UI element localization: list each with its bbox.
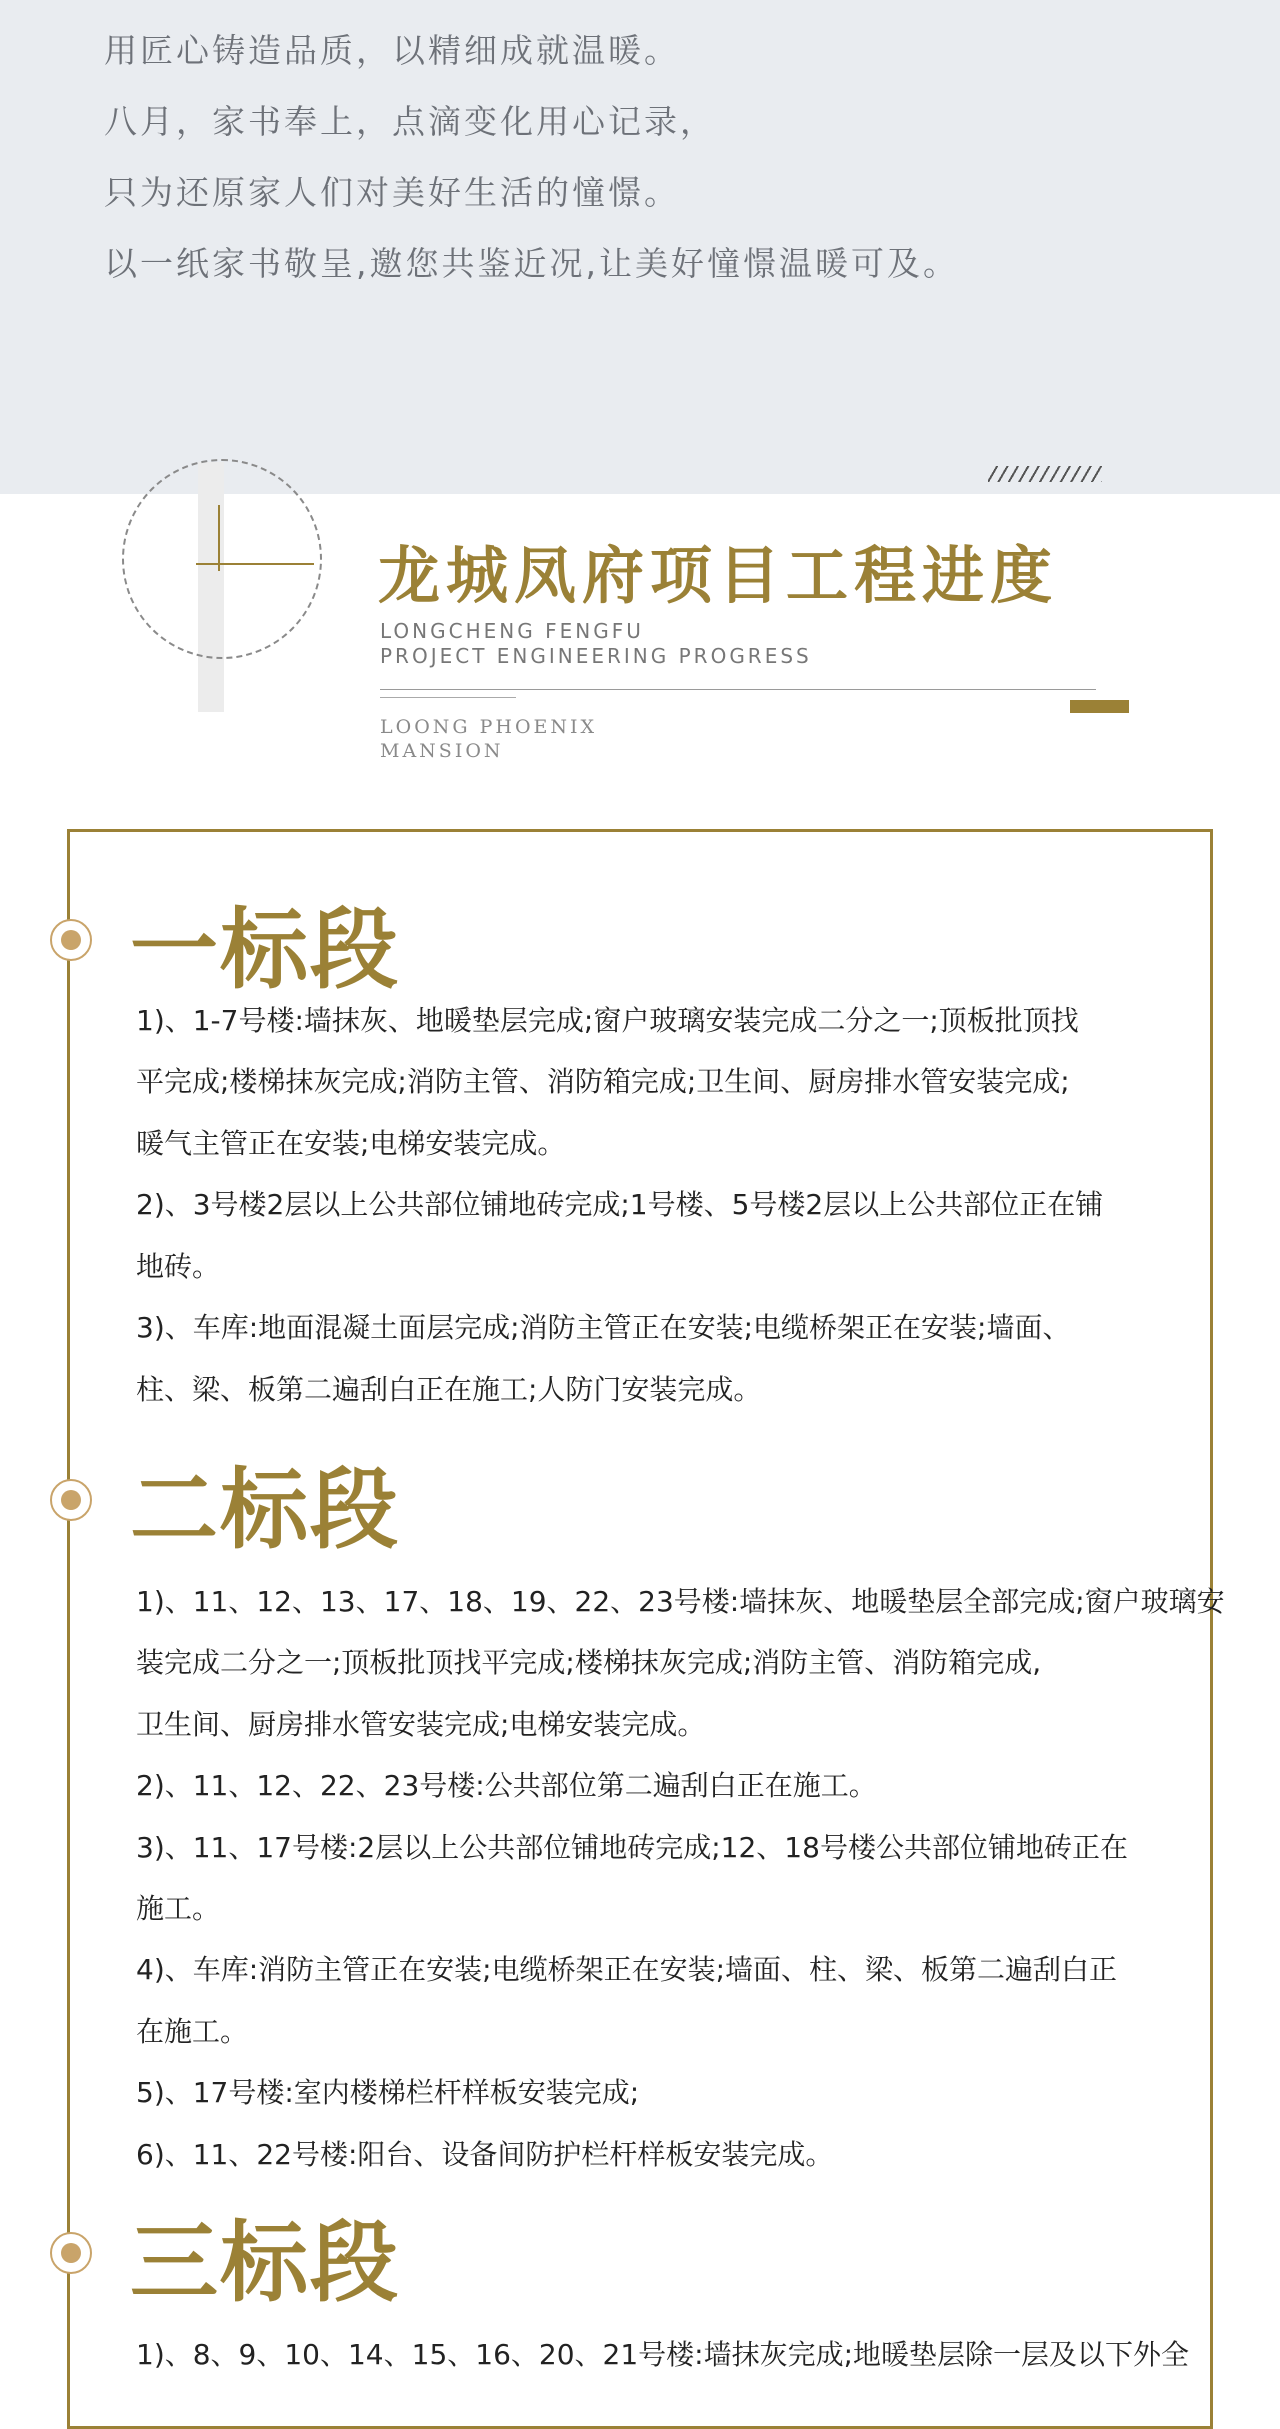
dashed-circle-ornament <box>122 459 322 659</box>
section-marker-icon <box>50 919 92 961</box>
page-subtitle-en: LONGCHENG FENGFU <box>380 619 644 643</box>
section-text-line: 暖气主管正在安装;电梯安装完成。 <box>136 1127 566 1160</box>
section-text-line: 在施工。 <box>136 2015 249 2048</box>
section-marker-icon <box>50 1479 92 1521</box>
page-title: 龙城凤府项目工程进度 <box>378 539 1059 612</box>
section-text-line: 6)、11、22号楼:阳台、设备间防护栏杆样板安装完成。 <box>136 2138 834 2171</box>
section-title: 三标段 <box>130 2210 401 2314</box>
section-text-line: 2)、3号楼2层以上公共部位铺地砖完成;1号楼、5号楼2层以上公共部位正在铺 <box>136 1188 1104 1221</box>
section-text-line: 施工。 <box>136 1892 221 1925</box>
section-text-line: 装完成二分之一;顶板批顶找平完成;楼梯抹灰完成;消防主管、消防箱完成, <box>136 1646 1042 1679</box>
section-title: 一标段 <box>130 897 401 1001</box>
section-text-line: 2)、11、12、22、23号楼:公共部位第二遍刮白正在施工。 <box>136 1769 877 1802</box>
title-accent-bar <box>1070 700 1129 713</box>
gold-cross-horizontal <box>196 563 314 565</box>
section-text-line: 1)、1-7号楼:墙抹灰、地暖垫层完成;窗户玻璃安装完成二分之一;顶板批顶找 <box>136 1004 1079 1037</box>
intro-panel <box>0 0 1280 494</box>
section-text-line: 平完成;楼梯抹灰完成;消防主管、消防箱完成;卫生间、厨房排水管安装完成; <box>136 1065 1070 1098</box>
intro-line: 只为还原家人们对美好生活的憧憬。 <box>104 173 680 212</box>
section-text-line: 1)、11、12、13、17、18、19、22、23号楼:墙抹灰、地暖垫层全部完成;窗户玻璃安 <box>136 1585 1225 1618</box>
section-marker-icon <box>50 2232 92 2274</box>
brand-text: LOONG PHOENIX <box>380 716 598 738</box>
page-subtitle-en: PROJECT ENGINEERING PROGRESS <box>380 644 812 668</box>
section-text-line: 1)、8、9、10、14、15、16、20、21号楼:墙抹灰完成;地暖垫层除一层及以下外全 <box>136 2338 1190 2371</box>
title-divider-short <box>380 697 516 698</box>
intro-line: 用匠心铸造品质，以精细成就温暖。 <box>104 31 680 70</box>
section-text-line: 3)、11、17号楼:2层以上公共部位铺地砖完成;12、18号楼公共部位铺地砖正在 <box>136 1831 1128 1864</box>
section-text-line: 卫生间、厨房排水管安装完成;电梯安装完成。 <box>136 1708 706 1741</box>
gold-cross-vertical <box>218 505 220 571</box>
title-divider <box>380 689 1096 690</box>
intro-line: 以一纸家书敬呈,邀您共鉴近况,让美好憧憬温暖可及。 <box>104 244 959 283</box>
hatch-ornament <box>988 466 1102 482</box>
section-text-line: 3)、车库:地面混凝土面层完成;消防主管正在安装;电缆桥架正在安装;墙面、 <box>136 1311 1071 1344</box>
section-title: 二标段 <box>130 1457 401 1561</box>
section-text-line: 柱、梁、板第二遍刮白正在施工;人防门安装完成。 <box>136 1373 762 1406</box>
section-text-line: 4)、车库:消防主管正在安装;电缆桥架正在安装;墙面、柱、梁、板第二遍刮白正 <box>136 1953 1118 1986</box>
section-text-line: 地砖。 <box>136 1250 221 1283</box>
brand-text: MANSION <box>380 740 504 762</box>
section-text-line: 5)、17号楼:室内楼梯栏杆样板安装完成; <box>136 2076 640 2109</box>
intro-line: 八月，家书奉上，点滴变化用心记录， <box>104 102 716 141</box>
